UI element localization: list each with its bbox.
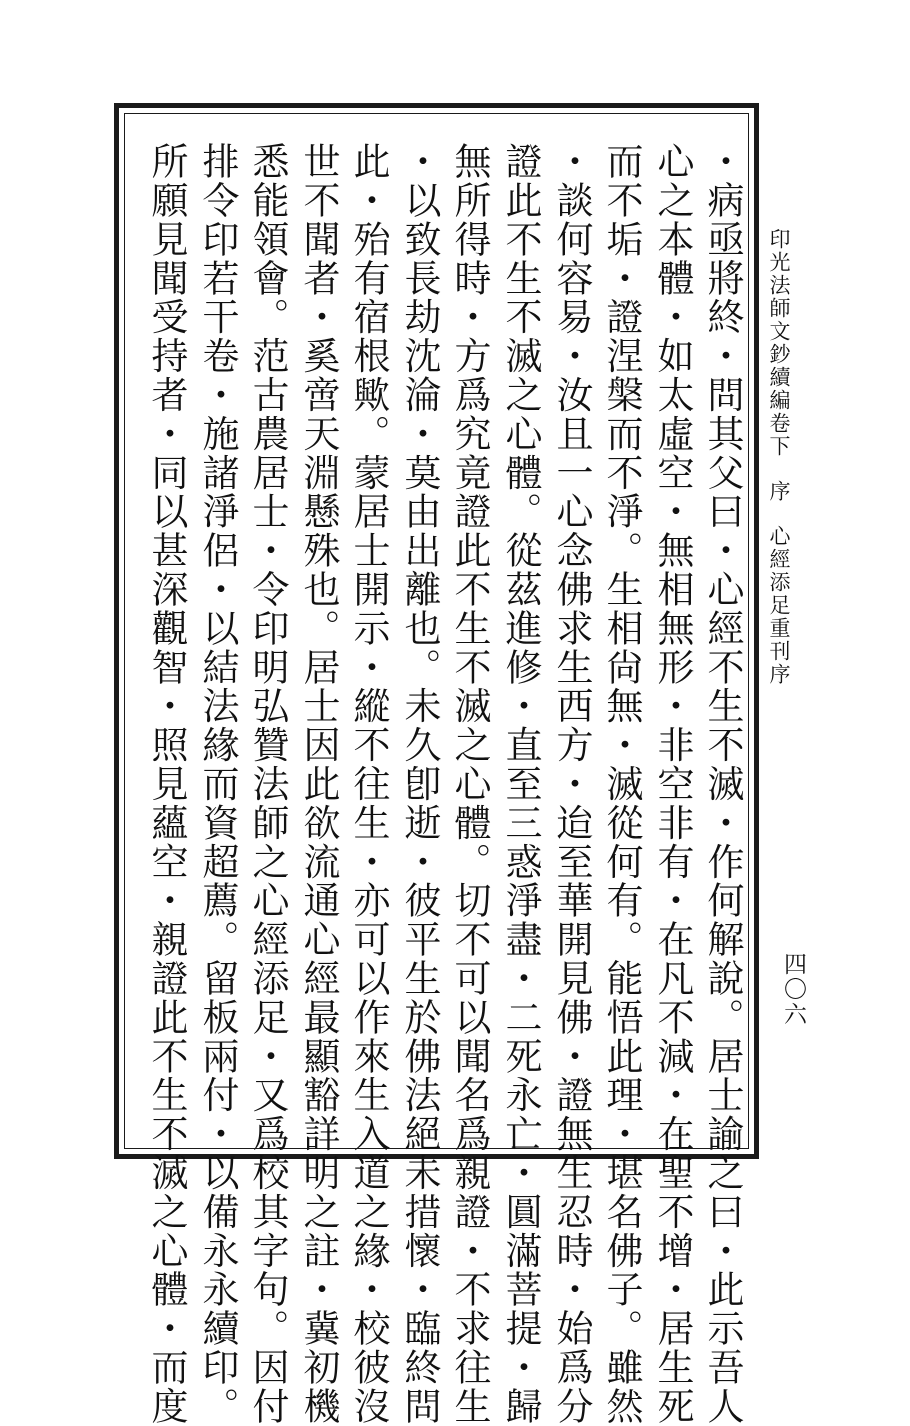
chapter-title: 心經添足重刊序 bbox=[767, 525, 791, 686]
running-header bbox=[768, 228, 789, 686]
book-title: 印光法師文鈔續編卷下 bbox=[767, 228, 791, 458]
text-column: 此・殆有宿根歟。蒙居士開示・縱不往生・亦可以作來生入道之緣・校彼沒 bbox=[347, 142, 390, 1426]
text-column: 心之本體・如太虛空・無相無形・非空非有・在凡不減・在聖不增・居生死 bbox=[651, 142, 694, 1426]
text-column: 無所得時・方爲究竟證此不生不滅之心體。切不可以聞名爲親證・不求往生 bbox=[448, 142, 491, 1426]
text-column: 證此不生不滅之心體。從茲進修・直至三惑淨盡・二死永亡・圓滿菩提・歸 bbox=[499, 142, 542, 1426]
text-column: 排令印若干卷・施諸淨侶・以結法緣而資超薦。留板兩付・以備永永續印。 bbox=[196, 142, 239, 1426]
text-column: 所願見聞受持者・同以甚深觀智・照見蘊空・親證此不生不滅之心體・而度 bbox=[145, 142, 188, 1426]
text-column: ・談何容易・汝且一心念佛求生西方・迨至華開見佛・證無生忍時・始爲分 bbox=[550, 142, 593, 1426]
page-number: 四〇六 bbox=[780, 952, 806, 1027]
text-column: ・病亟將終・問其父曰・心經不生不滅・作何解說。居士諭之曰・此示吾人 bbox=[701, 142, 744, 1426]
text-column: ・以致長劫沈淪・莫由出離也。未久卽逝・彼平生於佛法絕未措懷・臨終問 bbox=[398, 142, 441, 1426]
section-label: 序 bbox=[767, 480, 791, 503]
text-column: 悉能領會。范古農居士・令印明弘贊法師之心經添足・又爲校其字句。因付 bbox=[246, 142, 289, 1426]
text-column: 世不聞者・奚啻天淵懸殊也。居士因此欲流通心經最顯豁詳明之註・冀初機 bbox=[297, 142, 340, 1426]
text-column: 而不垢・證涅槃而不淨。生相尙無・滅從何有。能悟此理・堪名佛子。雖然 bbox=[600, 142, 643, 1426]
